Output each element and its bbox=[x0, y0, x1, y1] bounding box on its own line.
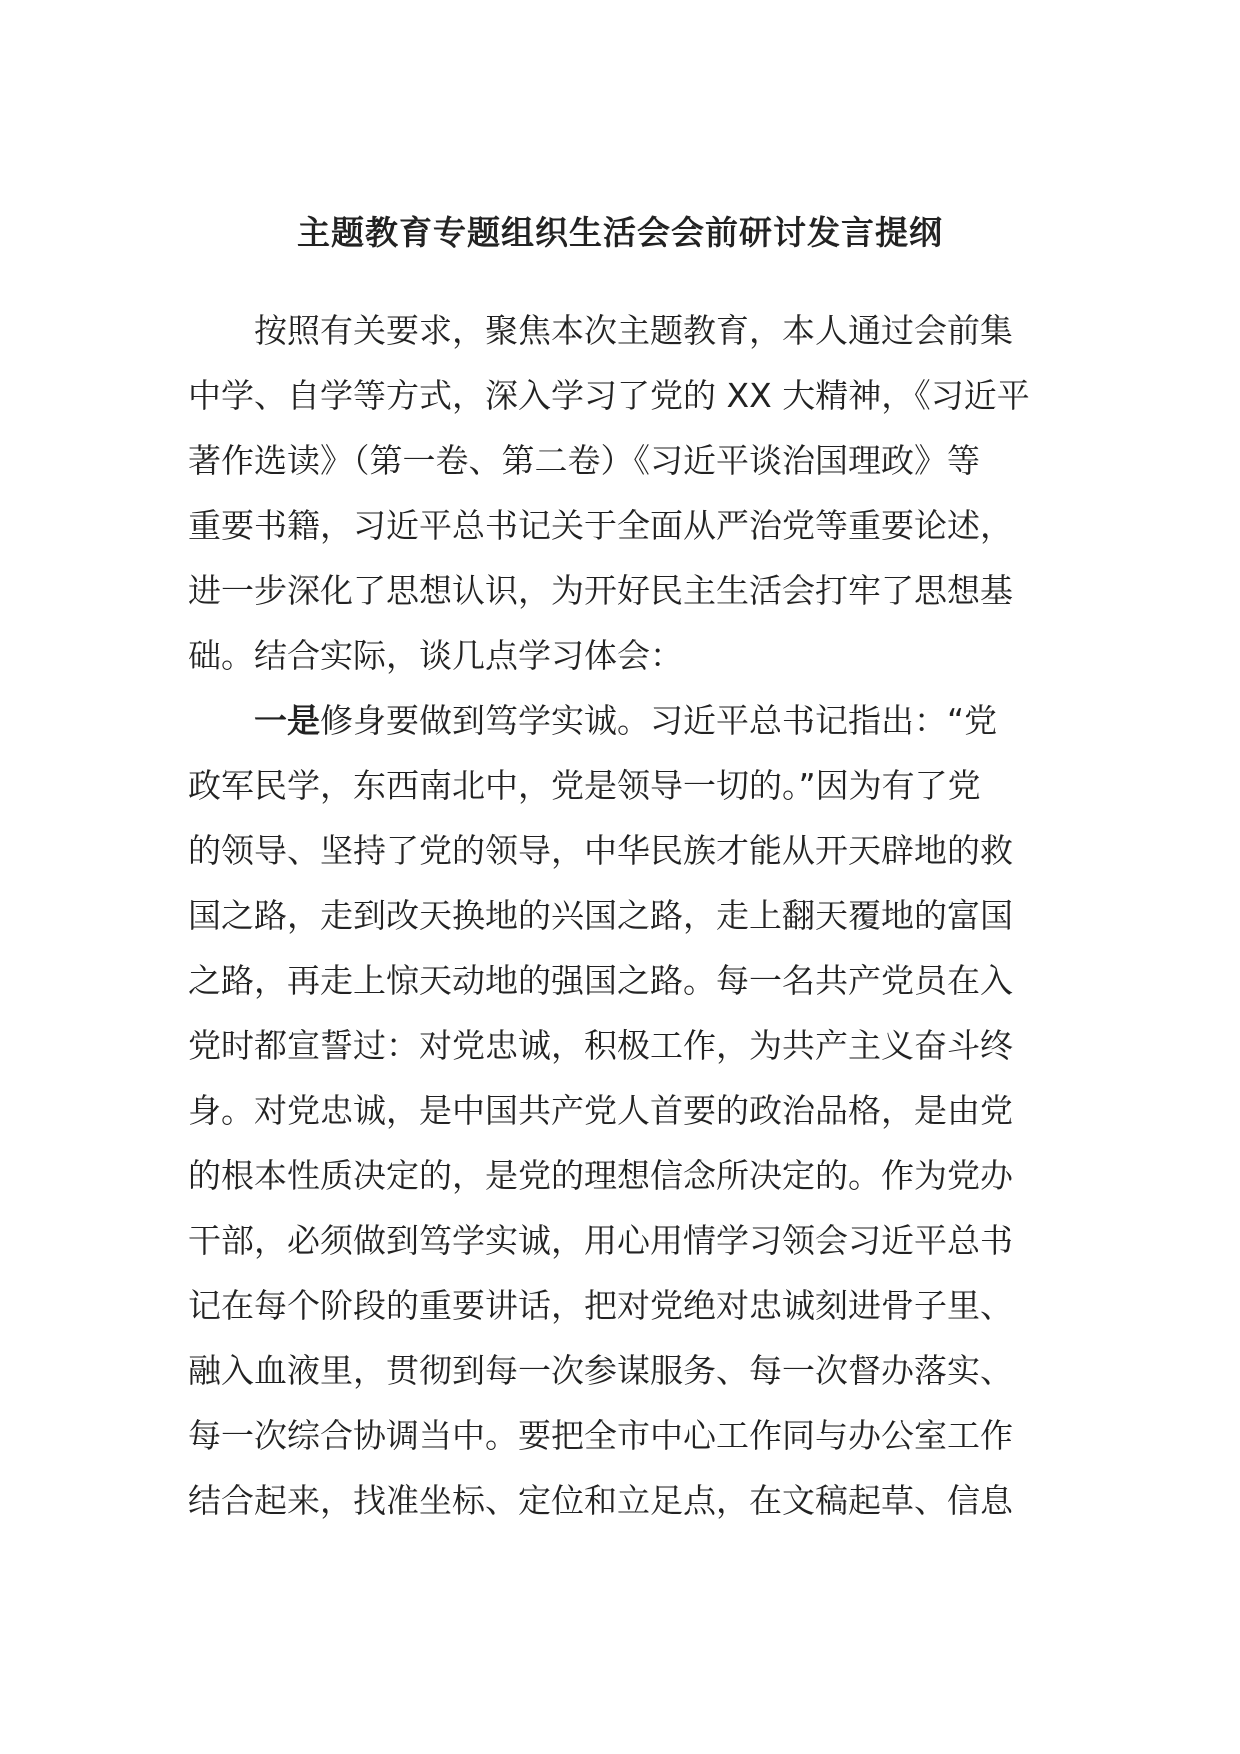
text-line: 的根本性质决定的，是党的理想信念所决定的。作为党办 bbox=[188, 1156, 1013, 1195]
text-line: 之路，再走上惊天动地的强国之路。每一名共产党员在入 bbox=[188, 961, 1013, 1000]
paragraph-intro bbox=[188, 298, 1048, 688]
text-line: 融入血液里，贯彻到每一次参谋服务、每一次督办落实、 bbox=[188, 1351, 1013, 1390]
text-line: 的领导、坚持了党的领导，中华民族才能从开天辟地的救 bbox=[188, 831, 1013, 870]
text-line: 重要书籍，习近平总书记关于全面从严治党等重要论述， bbox=[188, 506, 1013, 545]
text-line: 著作选读》（第一卷、第二卷）《习近平谈治国理政》等 bbox=[188, 441, 980, 480]
point-first-line-text: 修身要做到笃学实诚。习近平总书记指出：“党 bbox=[320, 701, 998, 740]
text-line: 结合起来，找准坐标、定位和立足点，在文稿起草、信息 bbox=[188, 1481, 1013, 1520]
text-line: 政军民学，东西南北中，党是领导一切的。”因为有了党 bbox=[188, 766, 981, 805]
text-line: 按照有关要求，聚焦本次主题教育，本人通过会前集 bbox=[254, 311, 1013, 350]
document-title: 主题教育专题组织生活会会前研讨发言提纲 bbox=[297, 213, 943, 252]
text-line-first bbox=[188, 688, 1048, 753]
document-body bbox=[188, 298, 1048, 1533]
text-line: 国之路，走到改天换地的兴国之路，走上翻天覆地的富国 bbox=[188, 896, 1013, 935]
text-line: 进一步深化了思想认识，为开好民主生活会打牢了思想基 bbox=[188, 571, 1013, 610]
paragraph-point-one bbox=[188, 688, 1048, 1533]
text-line: 党时都宣誓过：对党忠诚，积极工作，为共产主义奋斗终 bbox=[188, 1026, 1013, 1065]
text-line: 中学、自学等方式，深入学习了党的 XX 大精神，《习近平 bbox=[188, 376, 1030, 415]
point-lead: 一是 bbox=[254, 701, 320, 740]
text-line: 身。对党忠诚，是中国共产党人首要的政治品格，是由党 bbox=[188, 1091, 1013, 1130]
text-line: 础。结合实际，谈几点学习体会： bbox=[188, 636, 683, 675]
text-line: 每一次综合协调当中。要把全市中心工作同与办公室工作 bbox=[188, 1416, 1013, 1455]
text-line: 记在每个阶段的重要讲话，把对党绝对忠诚刻进骨子里、 bbox=[188, 1286, 1013, 1325]
text-line: 干部，必须做到笃学实诚，用心用情学习领会习近平总书 bbox=[188, 1221, 1013, 1260]
